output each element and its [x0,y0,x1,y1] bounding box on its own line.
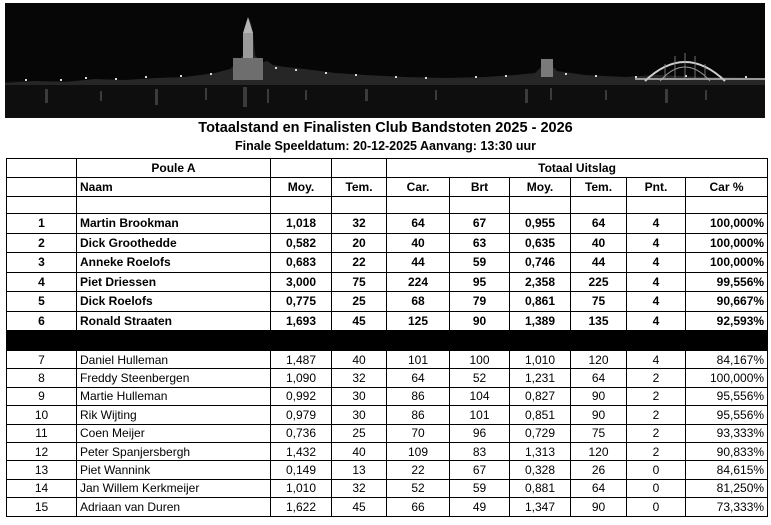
car-cell: 109 [387,442,450,460]
brt-cell: 100 [450,351,510,369]
tem-cell: 75 [332,272,387,292]
brt-cell: 79 [450,292,510,312]
player-row [7,351,768,369]
total-tem-cell: 90 [571,498,627,516]
moy-cell: 0,683 [271,253,332,273]
pnt-cell: 4 [627,214,686,234]
finalist-row [7,233,768,253]
finalist-row [7,292,768,312]
tem-cell: 22 [332,253,387,273]
car-cell: 68 [387,292,450,312]
rank-cell: 15 [7,498,77,516]
total-moy-cell: 1,313 [510,442,571,460]
total-tem-cell: 64 [571,214,627,234]
brt-cell: 101 [450,406,510,424]
car-percent-cell: 99,556% [686,272,768,292]
car-percent-cell: 95,556% [686,387,768,405]
tem-cell: 32 [332,214,387,234]
pnt-cell: 2 [627,442,686,460]
total-tem-cell: 64 [571,479,627,497]
brt-cell: 67 [450,461,510,479]
total-moy-cell: 0,328 [510,461,571,479]
total-moy-cell: 0,729 [510,424,571,442]
rank-cell: 10 [7,406,77,424]
pnt-cell: 4 [627,272,686,292]
moy-header: Moy. [271,178,332,197]
car-cell: 86 [387,387,450,405]
total-tem-cell: 135 [571,311,627,331]
total-tem-cell: 120 [571,351,627,369]
tem-cell: 13 [332,461,387,479]
rank-cell: 3 [7,253,77,273]
total-moy-cell: 0,861 [510,292,571,312]
player-name-cell: Rik Wijting [77,406,271,424]
header-empty-cell [7,178,77,197]
pnt-cell: 4 [627,351,686,369]
player-row [7,498,768,516]
skyline-photo [5,3,765,118]
moy-cell: 0,582 [271,233,332,253]
car-cell: 70 [387,424,450,442]
moy-cell: 0,979 [271,406,332,424]
brt-cell: 95 [450,272,510,292]
player-row [7,369,768,387]
pnt-cell: 2 [627,406,686,424]
city-skyline-banner [5,3,765,118]
tem-cell: 30 [332,406,387,424]
poule-header: Poule A [77,159,271,178]
rank-cell: 9 [7,387,77,405]
rank-cell: 11 [7,424,77,442]
player-name-cell: Peter Spanjersbergh [77,442,271,460]
tem-cell: 25 [332,292,387,312]
separator-bar [7,331,768,351]
player-row [7,406,768,424]
totaal-uitslag-header: Totaal Uitslag [387,159,768,178]
moy-cell: 1,010 [271,479,332,497]
moy-cell: 1,487 [271,351,332,369]
brt-cell: 67 [450,214,510,234]
car-percent-cell: 100,000% [686,214,768,234]
naam-header: Naam [77,178,271,197]
player-row [7,387,768,405]
finalists-section [7,214,768,331]
rank-cell: 4 [7,272,77,292]
pnt-cell: 4 [627,311,686,331]
car-cell: 86 [387,406,450,424]
player-name-cell: Jan Willem Kerkmeijer [77,479,271,497]
player-name-cell: Ronald Straaten [77,311,271,331]
tem-cell: 32 [332,479,387,497]
total-tem-cell: 90 [571,406,627,424]
header-row-2 [7,178,768,197]
car-cell: 101 [387,351,450,369]
car-percent-cell: 73,333% [686,498,768,516]
car-header: Car. [387,178,450,197]
total-tem-cell: 26 [571,461,627,479]
rank-cell: 1 [7,214,77,234]
header-row-1 [7,159,768,178]
finalist-row [7,311,768,331]
car-cell: 22 [387,461,450,479]
car-percent-cell: 84,615% [686,461,768,479]
finalist-row [7,253,768,273]
car-percent-cell: 81,250% [686,479,768,497]
total-moy-cell: 0,746 [510,253,571,273]
moy-cell: 1,432 [271,442,332,460]
rank-cell: 6 [7,311,77,331]
player-name-cell: Martie Hulleman [77,387,271,405]
car-cell: 52 [387,479,450,497]
total-moy-header: Moy. [510,178,571,197]
car-cell: 40 [387,233,450,253]
total-tem-cell: 225 [571,272,627,292]
moy-cell: 1,622 [271,498,332,516]
brt-cell: 83 [450,442,510,460]
tem-cell: 40 [332,442,387,460]
brt-cell: 63 [450,233,510,253]
brt-cell: 52 [450,369,510,387]
car-cell: 125 [387,311,450,331]
spacer-row [7,197,768,214]
moy-cell: 3,000 [271,272,332,292]
player-name-cell: Anneke Roelofs [77,253,271,273]
moy-cell: 0,992 [271,387,332,405]
rank-cell: 7 [7,351,77,369]
pnt-cell: 0 [627,479,686,497]
total-tem-cell: 75 [571,292,627,312]
total-tem-cell: 120 [571,442,627,460]
moy-cell: 1,090 [271,369,332,387]
pnt-cell: 4 [627,292,686,312]
pnt-cell: 2 [627,387,686,405]
pnt-cell: 4 [627,233,686,253]
header-empty-cell [271,159,332,178]
car-percent-cell: 84,167% [686,351,768,369]
total-moy-cell: 0,955 [510,214,571,234]
tem-cell: 32 [332,369,387,387]
rank-cell: 2 [7,233,77,253]
player-name-cell: Daniel Hulleman [77,351,271,369]
car-percent-cell: 90,667% [686,292,768,312]
total-moy-cell: 1,347 [510,498,571,516]
rank-cell: 5 [7,292,77,312]
tem-cell: 20 [332,233,387,253]
moy-cell: 0,149 [271,461,332,479]
car-cell: 64 [387,369,450,387]
pnt-cell: 2 [627,369,686,387]
player-name-cell: Dick Roelofs [77,292,271,312]
car-percent-cell: 95,556% [686,406,768,424]
brt-cell: 59 [450,253,510,273]
player-row [7,461,768,479]
car-percent-cell: 92,593% [686,311,768,331]
header-empty-cell [7,159,77,178]
tem-cell: 25 [332,424,387,442]
moy-cell: 0,736 [271,424,332,442]
total-tem-cell: 75 [571,424,627,442]
car-percent-cell: 90,833% [686,442,768,460]
total-moy-cell: 2,358 [510,272,571,292]
total-moy-cell: 0,827 [510,387,571,405]
brt-cell: 96 [450,424,510,442]
tem-cell: 30 [332,387,387,405]
player-name-cell: Piet Wannink [77,461,271,479]
moy-cell: 1,018 [271,214,332,234]
finalist-row [7,272,768,292]
player-row [7,424,768,442]
pnt-cell: 2 [627,424,686,442]
car-percent-cell: 100,000% [686,233,768,253]
other-players-section [7,351,768,517]
page-title: Totaalstand en Finalisten Club Bandstoten 2025 - 2026 [198,120,573,136]
total-moy-cell: 1,010 [510,351,571,369]
brt-cell: 104 [450,387,510,405]
tem-header: Tem. [332,178,387,197]
tem-cell: 45 [332,498,387,516]
total-moy-cell: 0,635 [510,233,571,253]
brt-header: Brt [450,178,510,197]
car-cell: 64 [387,214,450,234]
car-cell: 66 [387,498,450,516]
player-name-cell: Piet Driessen [77,272,271,292]
moy-cell: 0,775 [271,292,332,312]
car-percent-cell: 93,333% [686,424,768,442]
car-cell: 44 [387,253,450,273]
total-moy-cell: 0,851 [510,406,571,424]
pnt-header: Pnt. [627,178,686,197]
player-name-cell: Adriaan van Duren [77,498,271,516]
player-row [7,479,768,497]
header-empty-cell [332,159,387,178]
tem-cell: 40 [332,351,387,369]
total-tem-header: Tem. [571,178,627,197]
total-moy-cell: 0,881 [510,479,571,497]
total-moy-cell: 1,389 [510,311,571,331]
pnt-cell: 4 [627,253,686,273]
tem-cell: 45 [332,311,387,331]
player-name-cell: Martin Brookman [77,214,271,234]
car-cell: 224 [387,272,450,292]
total-tem-cell: 40 [571,233,627,253]
finalist-row [7,214,768,234]
total-tem-cell: 90 [571,387,627,405]
pnt-cell: 0 [627,461,686,479]
total-tem-cell: 64 [571,369,627,387]
total-moy-cell: 1,231 [510,369,571,387]
rank-cell: 8 [7,369,77,387]
standings-table [6,158,768,517]
page-subtitle: Finale Speeldatum: 20-12-2025 Aanvang: 13:30 uur [234,139,537,153]
player-name-cell: Freddy Steenbergen [77,369,271,387]
player-name-cell: Coen Meijer [77,424,271,442]
pnt-cell: 0 [627,498,686,516]
rank-cell: 12 [7,442,77,460]
brt-cell: 90 [450,311,510,331]
rank-cell: 13 [7,461,77,479]
rank-cell: 14 [7,479,77,497]
brt-cell: 49 [450,498,510,516]
brt-cell: 59 [450,479,510,497]
car-percent-header: Car % [686,178,768,197]
total-tem-cell: 44 [571,253,627,273]
player-row [7,442,768,460]
car-percent-cell: 100,000% [686,369,768,387]
car-percent-cell: 100,000% [686,253,768,273]
player-name-cell: Dick Groothedde [77,233,271,253]
moy-cell: 1,693 [271,311,332,331]
